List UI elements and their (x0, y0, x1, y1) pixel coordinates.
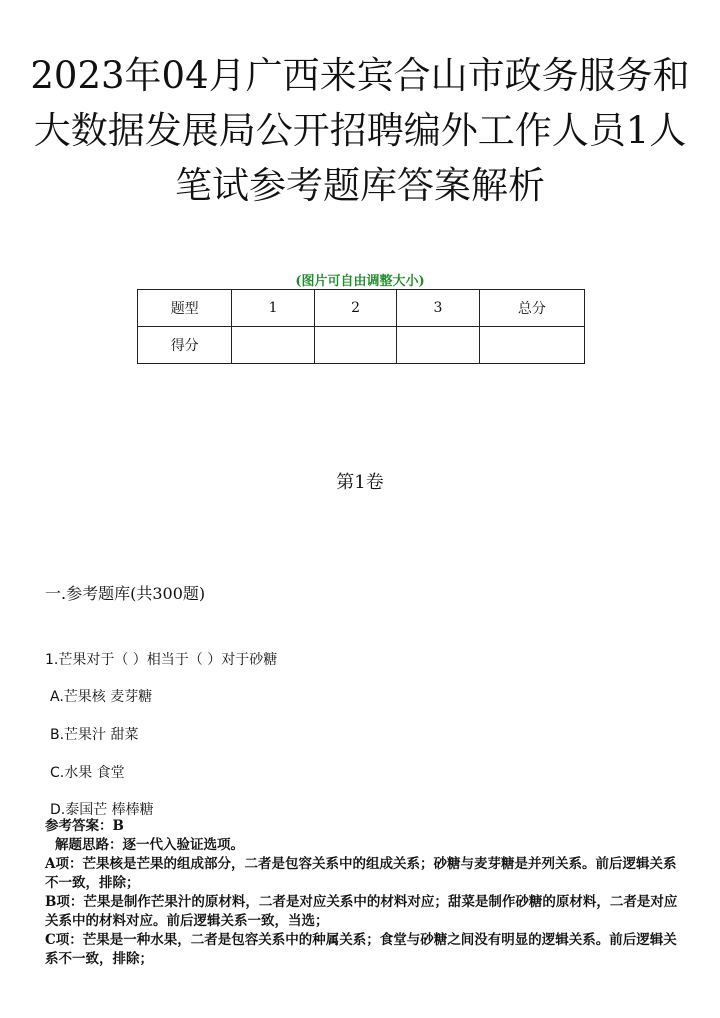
score-cell-1 (232, 327, 314, 364)
score-cell-3 (397, 327, 479, 364)
question-stem: 1.芒果对于（ ）相当于（ ）对于砂糖 (45, 652, 278, 668)
header-cell-3: 3 (397, 290, 479, 327)
document-title: 2023年04月广西来宾合山市政务服务和大数据发展局公开招聘编外工作人员1人笔试参考题库答案解析 (30, 54, 690, 207)
score-cell-2 (314, 327, 396, 364)
score-table-score-row (138, 327, 585, 364)
section-heading: 一.参考题库(共300题) (45, 584, 206, 603)
header-cell-2: 2 (314, 290, 396, 327)
header-cell-1: 1 (232, 290, 314, 327)
score-cell-total (479, 327, 584, 364)
answer-label: 参考答案： (45, 818, 113, 834)
volume-heading: 第1卷 (336, 472, 384, 493)
answer-block (45, 817, 685, 969)
answer-value: B (112, 818, 124, 834)
explanation-intro: 解题思路：逐一代入验证选项。 (55, 837, 244, 853)
explanation-a: A项：芒果核是芒果的组成部分，二者是包容关系中的组成关系；砂糖与麦芽糖是并列关系。前后逻辑关系不一致，排除； (45, 856, 677, 891)
score-table (137, 289, 585, 364)
score-table-header-row (138, 290, 585, 327)
header-cell-type: 题型 (138, 290, 232, 327)
option-b: B.芒果汁 甜菜 (50, 727, 139, 743)
option-a: A.芒果核 麦芽糖 (50, 689, 153, 705)
header-cell-total: 总分 (479, 290, 584, 327)
answer-line (45, 817, 685, 836)
score-label-cell: 得分 (138, 327, 232, 364)
option-d: D.泰国芒 棒棒糖 (50, 802, 154, 818)
image-resize-note: (图片可自由调整大小) (295, 274, 425, 289)
explanation-b: B项：芒果是制作芒果汁的原材料，二者是对应关系中的材料对应；甜菜是制作砂糖的原材料，二者是对应关系中的材料对应。前后逻辑关系一致，当选； (45, 894, 678, 929)
explanation-c: C项：芒果是一种水果，二者是包容关系中的种属关系；食堂与砂糖之间没有明显的逻辑关系。前后逻辑关系不一致，排除； (45, 932, 677, 967)
option-c: C.水果 食堂 (50, 765, 125, 781)
